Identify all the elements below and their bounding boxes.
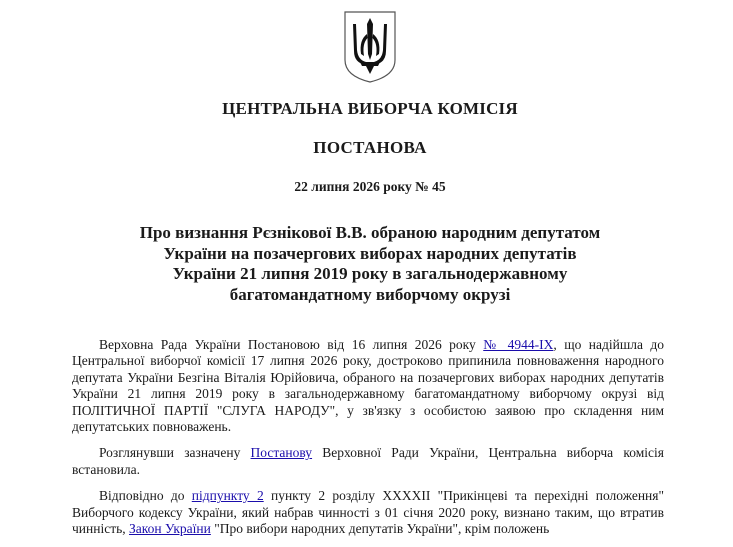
paragraph-text: "Про вибори народних депутатів України", крім положень — [210, 521, 550, 537]
paragraph-text: Розглянувши зазначену — [99, 445, 251, 461]
law-link[interactable]: Закон України — [129, 521, 211, 537]
paragraph-text: пункту 2 розділу XXXXII "Прикінцеві та перехідні положення" Виборчого кодексу України, який набрав чинності з 01 січня 2020 року, визнано таким, що втратив чинність, — [72, 488, 664, 537]
body-paragraph — [72, 337, 664, 435]
document-type: ПОСТАНОВА — [313, 138, 427, 157]
subject-line: Про визнання Рєзнікової В.В. обраною народним депутатом — [139, 223, 601, 242]
paragraph-text: , що надійшла до Центральної виборчої комісії 17 липня 2026 року, достроково припинила повноваження народного депутата України Безгіна Віталія Юрійовича, обраного на позачергових виборах народних депутатів України 21 липня 2019 року в загальнодержавному багатомандатному виборчому окрузі від ПОЛІТИЧНОЇ ПАРТІЇ "СЛУГА НАРОДУ", у зв'язку з особистою заявою про складення ним депутатських повноважень. — [72, 337, 665, 435]
body-paragraph — [72, 445, 664, 478]
subparagraph-link[interactable]: підпункту 2 — [191, 488, 264, 504]
document-body — [72, 337, 664, 547]
paragraph-text: Верховна Рада України Постановою від 16 липня 2026 року — [99, 337, 484, 352]
paragraph-text: Відповідно до — [99, 488, 192, 504]
body-paragraph — [72, 488, 664, 537]
subject-line: багатомандатному виборчому окрузі — [229, 284, 511, 304]
resolution-number-link[interactable]: № 4944-IX — [483, 337, 554, 352]
document-subject — [0, 223, 733, 305]
resolution-link[interactable]: Постанову — [250, 445, 313, 461]
trident-coat-of-arms-icon — [342, 10, 398, 84]
subject-line: України на позачергових виборах народних депутатів — [163, 243, 577, 263]
paragraph-text: Верховної Ради України, Центральна виборча комісія встановила. — [72, 445, 664, 477]
organization-title: ЦЕНТРАЛЬНА ВИБОРЧА КОМІСІЯ — [222, 99, 518, 118]
document-date-number: 22 липня 2026 року № 45 — [294, 179, 446, 194]
subject-line: України 21 липня 2019 року в загальнодержавному — [172, 264, 568, 283]
